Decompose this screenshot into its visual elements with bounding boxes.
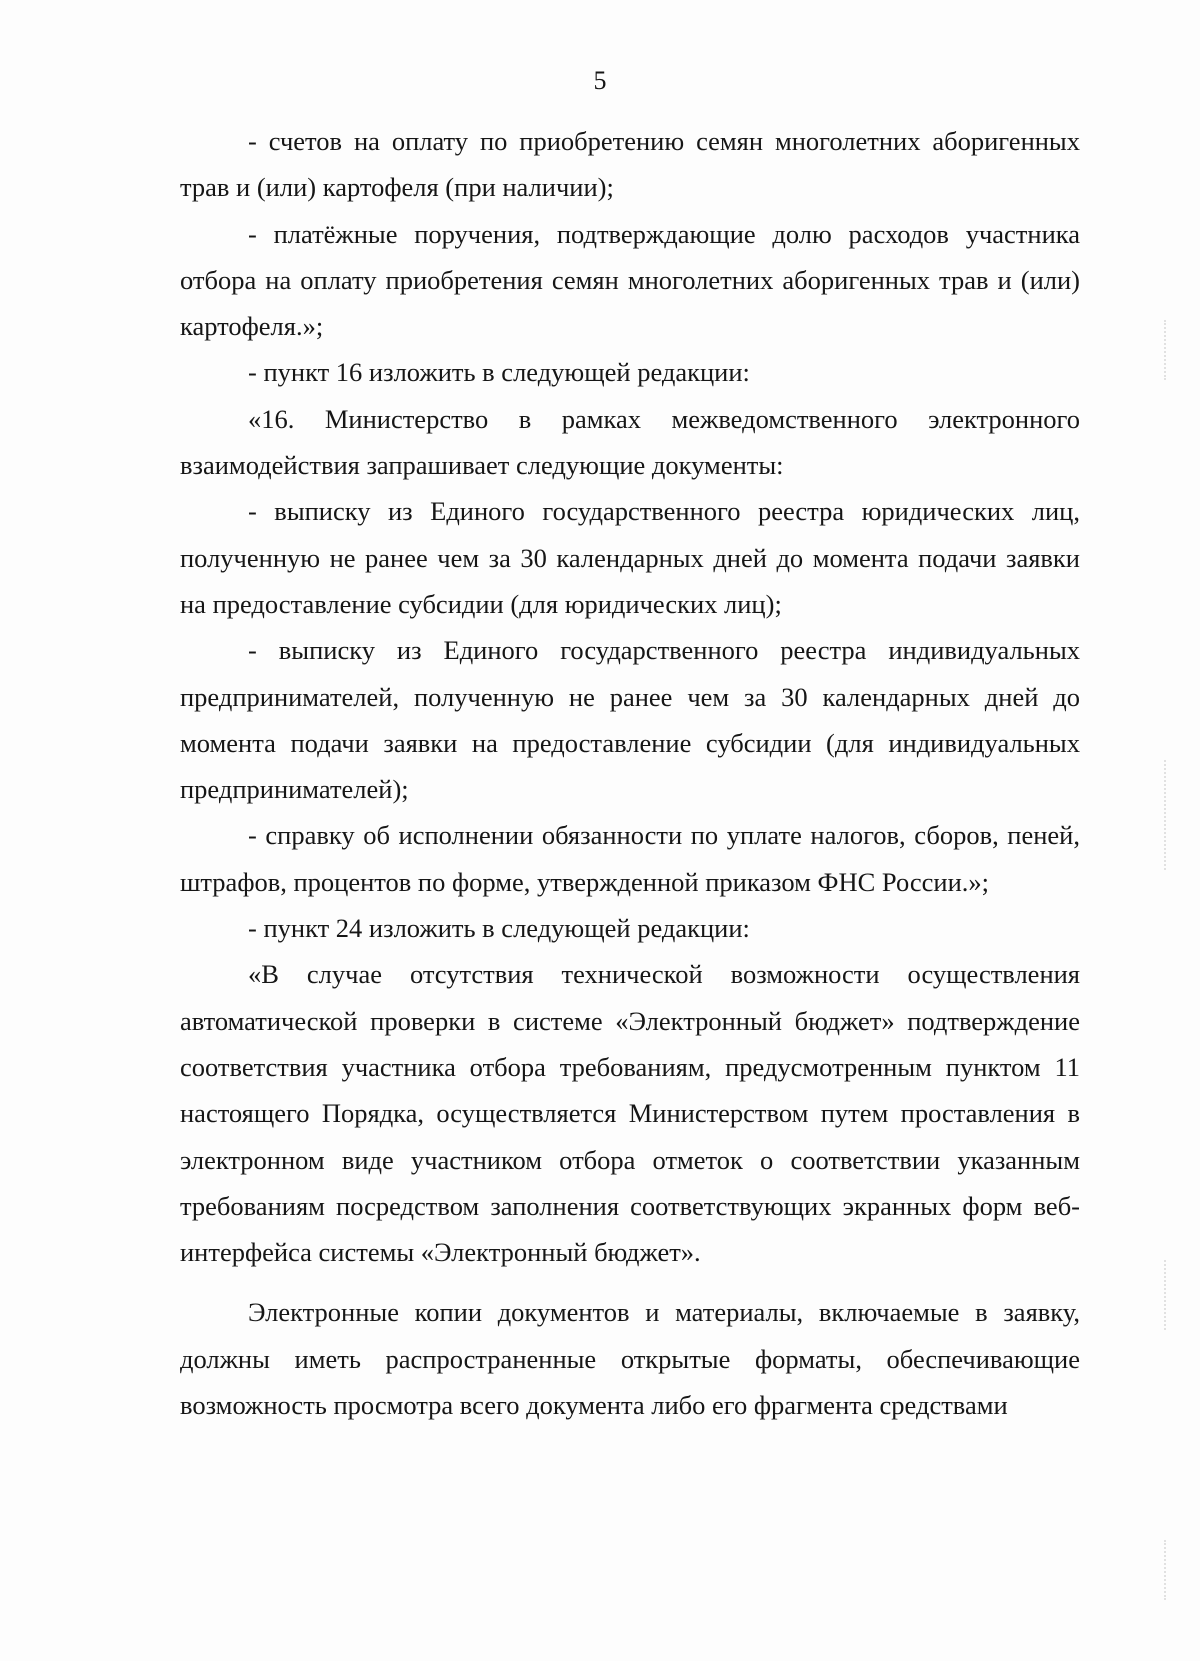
page-number: 5 <box>593 66 607 95</box>
paragraph-clause-16: «16. Министерство в рамках межведомственного электронного взаимодействия запрашивает следующие документы: <box>180 403 1080 481</box>
paragraph-tax-certificate: - справку об исполнении обязанности по уплате налогов, сборов, пеней, штрафов, процентов по форме, утвержденной приказом ФНС России.»; <box>180 820 1080 897</box>
paragraph-egrip-extract: - выписку из Единого государственного реестра индивидуальных предпринимателей, полученную не ранее чем за 30 календарных дней до момента подачи заявки на предоставление субсидии (для индивидуальных предпринимателей); <box>180 635 1080 805</box>
scan-artifact <box>1164 760 1172 870</box>
paragraph-clause-16-intro: - пункт 16 изложить в следующей редакции: <box>248 357 750 388</box>
paragraph-clause-24: «В случае отсутствия технической возможности осуществления автоматической проверки в системе «Электронный бюджет» подтверждение соответствия участника отбора требованиям, предусмотренным пунктом 11 настоящего Порядка, осуществляется Министерством путем проставления в электронном виде участником отбора отметок о соответствии указанным требованиям посредством заполнения соответствующих экранных форм веб-интерфейса системы «Электронный бюджет». <box>180 959 1080 1268</box>
scan-artifact <box>1164 1540 1172 1600</box>
paragraph-egrul-extract: - выписку из Единого государственного реестра юридических лиц, полученную не ранее чем за 30 календарных дней до момента подачи заявки на предоставление субсидии (для юридических лиц); <box>180 496 1080 619</box>
paragraph-clause-24-intro: - пункт 24 изложить в следующей редакции: <box>248 913 750 944</box>
scan-artifact <box>1164 1260 1172 1330</box>
scan-artifact <box>1164 320 1172 380</box>
document-body <box>180 118 1080 1428</box>
paragraph-payment-orders: - платёжные поручения, подтверждающие долю расходов участника отбора на оплату приобретения семян многолетних аборигенных трав и (или) картофеля.»; <box>180 218 1080 342</box>
paragraph-electronic-copies: Электронные копии документов и материалы, включаемые в заявку, должны иметь распространенные открытые форматы, обеспечивающие возможность просмотра всего документа либо его фрагмента средствами <box>180 1297 1080 1421</box>
paragraph-invoices: - счетов на оплату по приобретению семян многолетних аборигенных трав и (или) картофеля (при наличии); <box>180 126 1080 203</box>
